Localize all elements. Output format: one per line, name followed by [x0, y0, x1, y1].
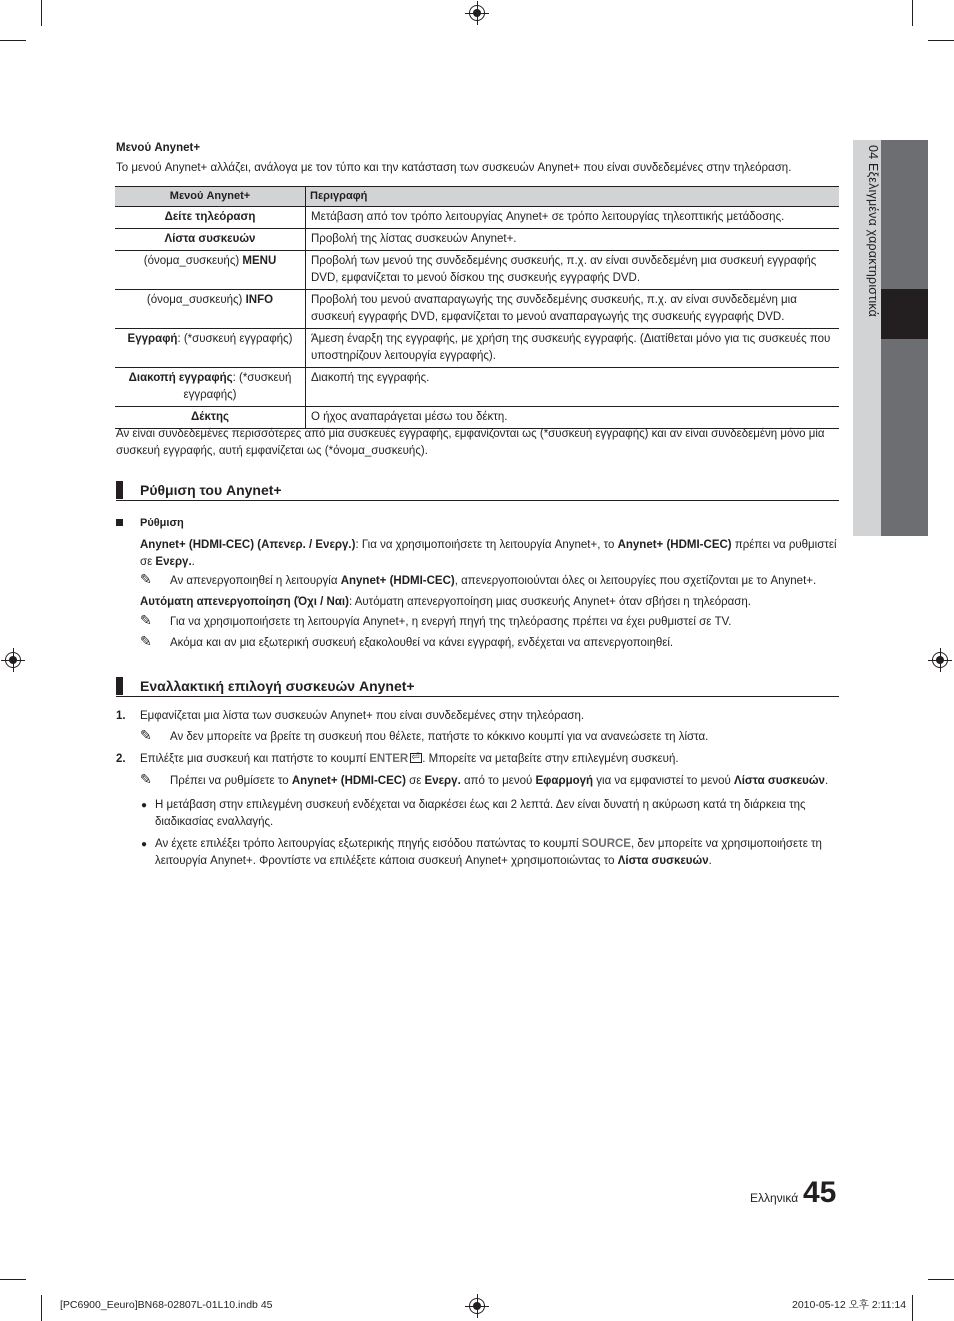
- menu-item-name: Δέκτης: [190, 411, 229, 423]
- table-row: [115, 251, 839, 290]
- menu-item-cell: [115, 229, 306, 251]
- registration-mark-icon: [5, 652, 21, 668]
- note-text: Αν δεν μπορείτε να βρείτε τη συσκευή που θέλετε, πατήστε το κόκκινο κουμπί για να ανανεώσετε τη λίστα.: [170, 731, 709, 743]
- note-bold: Εφαρμογή: [535, 775, 594, 787]
- note-pencil-icon: ✎: [140, 633, 152, 649]
- imprint-datetime: 2010-05-12 오후 2:11:14: [792, 1299, 907, 1311]
- table-row: [115, 329, 839, 368]
- note-part: σε: [405, 775, 425, 787]
- section-header: [116, 676, 839, 697]
- note-bold: Λίστα συσκευών: [734, 775, 825, 787]
- menu-item-cell: [115, 329, 306, 368]
- note-text: [170, 573, 839, 590]
- table-row: [115, 368, 839, 407]
- intro-text: Το μενού Anynet+ αλλάζει, ανάλογα με τον τύπο και την κατάσταση των συσκευών Anynet+ που είναι συνδεδεμένες στην τηλεόραση.: [116, 162, 792, 174]
- menu-item-name: Διακοπή εγγραφής: [128, 372, 233, 384]
- anynet-menu-table: [115, 186, 839, 429]
- setting-desc: πρέπει να ρυθμιστεί σε: [140, 539, 837, 568]
- note-bold: Anynet+ (HDMI-CEC): [291, 775, 406, 787]
- description-cell: Προβολή του μενού αναπαραγωγής της συνδεδεμένης συσκευής, π.χ. αν είναι συνδεδεμένη μια συσκευή εγγραφής DVD, εμφανίζεται το μενού αναπαραγωγής της συσκευής εγγραφής DVD.: [306, 290, 840, 329]
- bullet-part: .: [708, 855, 712, 867]
- crop-mark: [0, 40, 26, 41]
- description-cell: Μετάβαση από τον τρόπο λειτουργίας Anynet+ σε τρόπο λειτουργίας τηλεοπτικής μετάδοσης.: [306, 207, 840, 229]
- bullet-part: , δεν μπορείτε να χρησιμοποιήσετε τη λειτουργία Anynet+. Φροντίστε να επιλέξετε κάποια συσκευή Anynet+ χρησιμοποιώντας το: [155, 838, 822, 867]
- note-text: Ακόμα και αν μια εξωτερική συσκευή εξακολουθεί να κάνει εγγραφή, ενδέχεται να απενεργοποιηθεί.: [170, 637, 674, 649]
- menu-item-name: Εγγραφή: [127, 333, 178, 345]
- registration-mark-icon: [469, 5, 485, 21]
- note-part: από το μενού: [460, 775, 536, 787]
- crop-mark: [912, 0, 913, 26]
- menu-item-cell: [115, 207, 306, 229]
- bullet-dot-icon: ●: [141, 800, 148, 811]
- crop-mark: [928, 40, 954, 41]
- step-number: 1.: [116, 710, 126, 722]
- setting-desc: : Αυτόματη απενεργοποίηση μιας συσκευής Anynet+ όταν σβήσει η τηλεόραση.: [348, 596, 751, 608]
- square-bullet-icon: [116, 519, 123, 526]
- anynet-setting-text: [140, 537, 839, 571]
- menu-item-name: Δείτε τηλεόραση: [164, 211, 256, 223]
- note-pencil-icon: ✎: [140, 612, 152, 628]
- step-part: . Μπορείτε να μεταβείτε στην επιλεγμένη συσκευή.: [422, 753, 679, 765]
- setting-name: Anynet+ (HDMI-CEC) (Απενερ. / Ενεργ.): [140, 539, 356, 551]
- bullet-text: [155, 836, 839, 870]
- menu-item-suffix: : (*συσκευή εγγραφής): [183, 372, 292, 401]
- note-part: Πρέπει να ρυθμίσετε το: [170, 775, 292, 787]
- table-header: Μενού Anynet+: [115, 187, 306, 207]
- description-cell: Άμεση έναρξη της εγγραφής, με χρήση της συσκευής εγγραφής. (Διατίθεται μόνο για τις συσκευές που υποστηρίζουν λειτουργία εγγραφής).: [306, 329, 840, 368]
- table-row: [115, 207, 839, 229]
- note-text: Για να χρησιμοποιήσετε τη λειτουργία Anynet+, η ενεργή πηγή της τηλεόρασης πρέπει να έχει ρυθμιστεί σε TV.: [170, 616, 732, 628]
- source-key-label: SOURCE: [581, 838, 631, 850]
- crop-mark: [41, 1295, 42, 1321]
- menu-item-cell: [115, 368, 306, 407]
- bullet-text: Η μετάβαση στην επιλεγμένη συσκευή ενδέχεται να διαρκέσει έως και 2 λεπτά. Δεν είναι δυνατή η ακύρωση κατά τη διάρκεια της διαδικασίας εναλλαγής.: [155, 799, 806, 828]
- setting-ref: Anynet+ (HDMI-CEC): [617, 539, 732, 551]
- menu-item-prefix: (όνομα_συσκευής): [143, 255, 243, 267]
- step-number: 2.: [116, 753, 126, 765]
- note-pencil-icon: ✎: [140, 571, 152, 587]
- bullet-dot-icon: ●: [141, 839, 148, 850]
- note-pencil-icon: ✎: [140, 771, 152, 787]
- crop-mark: [41, 0, 42, 26]
- section-header: [116, 480, 839, 501]
- menu-item-name: MENU: [242, 255, 277, 267]
- menu-item-prefix: (όνομα_συσκευής): [146, 294, 246, 306]
- note-part: .: [824, 775, 829, 787]
- section-title: Ρύθμιση του Anynet+: [140, 482, 282, 498]
- section-heading: Μενού Anynet+: [116, 142, 201, 154]
- note-text: [170, 773, 839, 790]
- setting-value: Ενεργ.: [155, 556, 192, 568]
- setup-item-label: Ρύθμιση: [140, 517, 184, 529]
- chapter-tab-label: 04 Εξελιγμένα χαρακτηριστικά: [866, 145, 880, 318]
- setting-desc: : Για να χρησιμοποιήσετε τη λειτουργία Anynet+, το: [355, 539, 618, 551]
- bullet-part: Αν έχετε επιλέξει τρόπο λειτουργίας εξωτερικής πηγής εισόδου πατώντας το κουμπί: [155, 838, 582, 850]
- setting-desc: .: [191, 556, 195, 568]
- description-cell: Ο ήχος αναπαράγεται μέσω του δέκτη.: [306, 407, 840, 429]
- section-bar: [116, 481, 123, 499]
- step-text: Εμφανίζεται μια λίστα των συσκευών Anynet+ που είναι συνδεδεμένες στην τηλεόραση.: [140, 710, 585, 722]
- note-part: για να εμφανιστεί το μενού: [593, 775, 735, 787]
- note-pencil-icon: ✎: [140, 727, 152, 743]
- crop-mark: [0, 1279, 26, 1280]
- recorder-note: Αν είναι συνδεδεμένες περισσότερες από μία συσκευές εγγραφής, εμφανίζονται ως (*συσκευή εγγραφής) και αν είναι συνδεδεμένη μόνο μία συσκευή εγγραφής, αυτή εμφανίζεται ως (*όνομα_συσκευής).: [116, 428, 825, 457]
- crop-mark: [912, 1295, 913, 1321]
- menu-item-cell: [115, 251, 306, 290]
- menu-item-suffix: : (*συσκευή εγγραφής): [177, 333, 293, 345]
- imprint-file: [PC6900_Eeuro]BN68-02807L-01L10.indb 45: [60, 1299, 273, 1311]
- table-row: [115, 290, 839, 329]
- registration-mark-icon: [932, 652, 948, 668]
- crop-mark: [928, 1279, 954, 1280]
- auto-off-setting-text: [140, 594, 839, 611]
- description-cell: Διακοπή της εγγραφής.: [306, 368, 840, 407]
- note-part: , απενεργοποιούνται όλες οι λειτουργίες που σχετίζονται με το Anynet+.: [454, 575, 817, 587]
- section-title: Εναλλακτική επιλογή συσκευών Anynet+: [140, 678, 415, 694]
- step-part: Επιλέξτε μια συσκευή και πατήστε το κουμπί: [140, 753, 370, 765]
- table-row: [115, 229, 839, 251]
- description-cell: Προβολή της λίστας συσκευών Anynet+.: [306, 229, 840, 251]
- bullet-bold: Λίστα συσκευών: [617, 855, 709, 867]
- table-header: Περιγραφή: [306, 187, 840, 207]
- description-cell: Προβολή των μενού της συνδεδεμένης συσκευής, π.χ. αν είναι συνδεδεμένη μια συσκευή εγγραφής DVD, εμφανίζεται το μενού δίσκου της συσκευής εγγραφής DVD.: [306, 251, 840, 290]
- menu-item-name: Λίστα συσκευών: [164, 233, 256, 245]
- menu-item-name: INFO: [245, 294, 274, 306]
- enter-icon: [410, 753, 422, 763]
- menu-item-cell: [115, 290, 306, 329]
- step-text: [140, 751, 839, 768]
- note-part: Αν απενεργοποιηθεί η λειτουργία: [170, 575, 341, 587]
- section-bar: [116, 677, 123, 695]
- note-bold: Anynet+ (HDMI-CEC): [340, 575, 455, 587]
- registration-mark-icon: [469, 1298, 485, 1314]
- note-bold: Ενεργ.: [424, 775, 461, 787]
- setting-name: Αυτόματη απενεργοποίηση (Όχι / Ναι): [140, 596, 349, 608]
- enter-key-label: ENTER: [369, 753, 409, 765]
- footer-language: Ελληνικά: [750, 1191, 799, 1205]
- page-number: 45: [803, 1176, 837, 1209]
- chapter-tab-marker: [881, 289, 928, 339]
- table-header-row: [115, 187, 839, 207]
